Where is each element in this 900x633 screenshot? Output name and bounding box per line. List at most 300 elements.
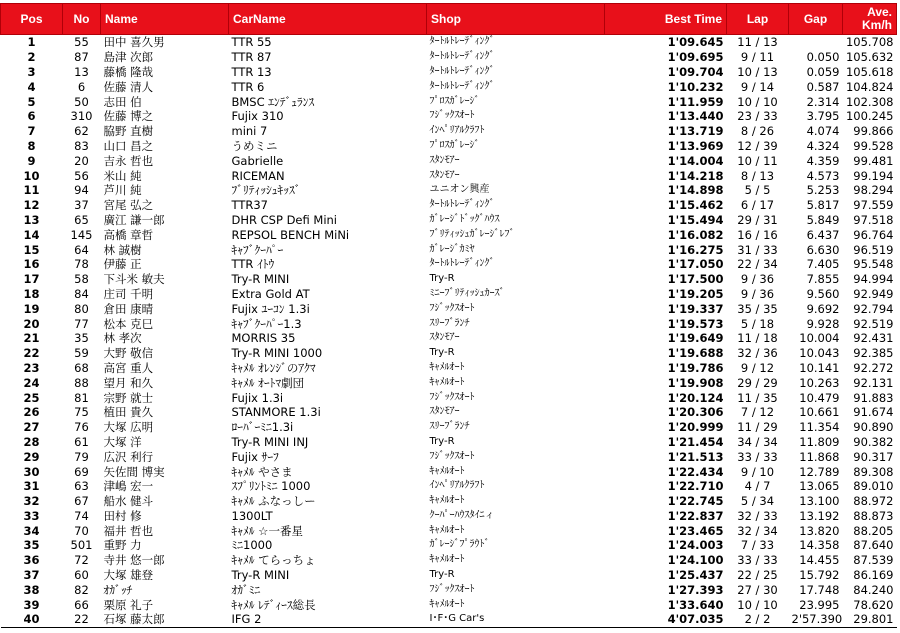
shop-cell: ｽﾀﾝﾓｱｰ (429, 332, 460, 344)
car-name-cell: TTR 13 (231, 64, 272, 79)
lap-cell: 16 / 16 (737, 227, 778, 242)
pos-cell: 23 (23, 360, 40, 375)
lap-cell: 2 / 2 (727, 612, 789, 627)
car-name-cell: ｷｬﾒﾙ ふなっしー (231, 494, 316, 509)
pos-cell: 26 (23, 405, 40, 420)
lap-cell: 12 / 39 (737, 138, 778, 153)
gap-cell: 4.359 (806, 153, 840, 168)
number-cell: 74 (74, 508, 89, 523)
number-cell: 56 (74, 168, 89, 183)
header-pos: Pos (1, 4, 63, 35)
driver-name-cell: 藤橋 隆哉 (103, 64, 154, 79)
pos-cell: 35 (23, 538, 40, 553)
lap-cell: 22 / 25 (737, 568, 778, 583)
average-speed-cell: 86.169 (853, 568, 894, 583)
shop-cell: ｸｰﾊﾟｰﾊｳｽﾀｲﾆィ (429, 509, 495, 521)
number-cell: 58 (74, 272, 89, 287)
car-name-cell: STANMORE 1.3i (231, 405, 321, 420)
driver-name-cell: 石塚 藤太郎 (101, 612, 229, 627)
table-row (1, 124, 897, 139)
driver-name-cell: 林 誠樹 (103, 242, 142, 257)
table-row (1, 242, 897, 257)
pos-cell: 3 (27, 64, 36, 79)
shop-cell: ﾌｼﾞｯｸｽｵｰﾄ (429, 583, 475, 595)
gap-cell: 17.748 (799, 582, 840, 597)
pos-cell: 33 (23, 508, 40, 523)
car-name-cell: Gabrielle (231, 153, 284, 168)
results-table (0, 3, 897, 628)
average-speed-cell: 102.308 (845, 94, 894, 109)
gap-cell: 7.405 (806, 257, 840, 272)
pos-cell: 17 (23, 272, 40, 287)
lap-cell: 31 / 33 (737, 242, 778, 257)
driver-name-cell: ｵｶﾞｯﾁ (103, 582, 133, 597)
car-name-cell: mini 7 (231, 124, 268, 139)
table-row (1, 405, 897, 420)
table-row (1, 553, 897, 568)
average-speed-cell: 92.131 (853, 375, 894, 390)
pos-cell: 29 (23, 449, 40, 464)
average-speed-cell: 99.194 (853, 168, 894, 183)
best-time-cell: 1'09.695 (667, 50, 724, 65)
best-time-cell: 1'17.050 (667, 257, 724, 272)
best-time-cell: 1'13.440 (667, 109, 724, 124)
pos-cell: 39 (23, 597, 40, 612)
car-name-cell: IFG 2 (229, 612, 427, 627)
average-speed-cell: 98.294 (853, 183, 894, 198)
average-speed-cell: 89.308 (853, 464, 894, 479)
gap-cell: 0.050 (806, 50, 840, 65)
number-cell: 75 (74, 405, 89, 420)
gap-cell: 6.437 (806, 227, 840, 242)
lap-cell: 32 / 36 (737, 346, 778, 361)
lap-cell: 10 / 10 (737, 597, 778, 612)
best-time-cell: 1'23.465 (667, 523, 724, 538)
driver-name-cell: 植田 貴久 (103, 405, 154, 420)
pos-cell: 24 (23, 375, 40, 390)
best-time-cell: 1'22.710 (667, 479, 724, 494)
lap-cell: 35 / 35 (737, 301, 778, 316)
lap-cell: 11 / 13 (737, 35, 778, 50)
average-speed-cell: 92.519 (853, 316, 894, 331)
car-name-cell: TTR 55 (231, 35, 272, 50)
shop-cell: ｽﾀﾝﾓｱｰ (429, 169, 460, 181)
table-row (1, 612, 897, 627)
pos-cell: 1 (27, 35, 36, 50)
average-speed-cell: 91.883 (853, 390, 894, 405)
lap-cell: 9 / 36 (740, 286, 775, 301)
pos-cell: 34 (23, 523, 40, 538)
lap-cell: 9 / 14 (740, 79, 775, 94)
table-row (1, 449, 897, 464)
car-name-cell: ｷｬﾒﾙ ｵﾚﾝｼﾞのｱｸﾏ (231, 360, 316, 375)
table-row (1, 390, 897, 405)
number-cell: 70 (74, 523, 89, 538)
gap-cell: 10.141 (799, 360, 840, 375)
average-speed-cell: 90.382 (853, 434, 894, 449)
best-time-cell: 1'16.082 (667, 227, 724, 242)
lap-cell: 8 / 26 (740, 124, 775, 139)
gap-cell: 3.795 (806, 109, 840, 124)
car-name-cell: ｷｬﾒﾙ やさま (231, 464, 293, 479)
best-time-cell: 1'17.500 (667, 272, 724, 287)
car-name-cell: ｷｬﾌﾞｸｰﾊﾟｰ1.3 (231, 316, 302, 331)
best-time-cell: 1'25.437 (667, 568, 724, 583)
table-row (1, 420, 897, 435)
best-time-cell: 1'14.898 (667, 183, 724, 198)
shop-cell: ｲﾝﾍﾟﾘｱﾙｸﾗﾌﾄ (429, 480, 485, 492)
lap-cell: 27 / 30 (737, 582, 778, 597)
driver-name-cell: 重野 力 (103, 538, 142, 553)
car-name-cell: DHR CSP Defi Mini (231, 212, 337, 227)
average-speed-cell: 97.559 (853, 198, 894, 213)
shop-cell: ﾌｼﾞｯｸｽｵｰﾄ (429, 391, 475, 403)
shop-cell: ﾌｼﾞｯｸｽｵｰﾄ (429, 110, 475, 122)
best-time-cell: 1'19.573 (667, 316, 724, 331)
lap-cell: 11 / 18 (737, 331, 778, 346)
best-time-cell: 1'20.999 (667, 420, 724, 435)
table-row (1, 65, 897, 80)
results-body (1, 35, 897, 628)
driver-name-cell: 津嶋 宏一 (103, 479, 154, 494)
lap-cell: 9 / 36 (740, 272, 775, 287)
lap-cell: 9 / 12 (740, 360, 775, 375)
number-cell: 61 (74, 434, 89, 449)
pos-cell: 32 (23, 494, 40, 509)
shop-cell: ﾌﾟﾛｽｶﾞﾚｰｼﾞ (429, 139, 480, 151)
header-best-time: Best Time (605, 4, 727, 35)
car-name-cell: TTR ｲﾄｳ (231, 257, 275, 272)
driver-name-cell: 下斗米 敏夫 (103, 272, 165, 287)
shop-cell: ｷｬﾒﾙｵｰﾄ (429, 376, 465, 388)
driver-name-cell: 寺井 悠一郎 (103, 553, 165, 568)
table-row (1, 523, 897, 538)
lap-cell: 11 / 35 (737, 390, 778, 405)
table-row (1, 361, 897, 376)
best-time-cell: 1'14.004 (667, 153, 724, 168)
lap-cell: 23 / 33 (737, 109, 778, 124)
pos-cell: 4 (27, 79, 36, 94)
best-time-cell: 1'11.959 (667, 94, 724, 109)
gap-cell: 0.059 (806, 64, 840, 79)
number-cell: 64 (74, 242, 89, 257)
gap-cell: 11.868 (799, 449, 840, 464)
shop-cell: ｷｬﾒﾙｵｰﾄ (429, 554, 465, 566)
table-row (1, 50, 897, 65)
average-speed-cell: 91.674 (853, 405, 894, 420)
gap-cell: 10.263 (799, 375, 840, 390)
best-time-cell: 1'19.786 (667, 360, 724, 375)
number-cell: 63 (74, 479, 89, 494)
driver-name-cell: 島津 次郎 (103, 50, 154, 65)
pos-cell: 15 (23, 242, 40, 257)
driver-name-cell: 広沢 利行 (103, 449, 154, 464)
number-cell: 78 (74, 257, 89, 272)
gap-cell: 7.855 (806, 272, 840, 287)
average-speed-cell: 92.272 (853, 360, 894, 375)
number-cell: 82 (74, 582, 89, 597)
header-average-speed (843, 4, 897, 35)
driver-name-cell: 志田 伯 (103, 94, 142, 109)
best-time-cell: 1'21.513 (667, 449, 724, 464)
number-cell: 50 (74, 94, 89, 109)
table-row (1, 597, 897, 612)
car-name-cell: Fujix 310 (231, 109, 284, 124)
shop-cell: ｷｬﾒﾙｵｰﾄ (429, 361, 465, 373)
car-name-cell: REPSOL BENCH MiNi (231, 227, 350, 242)
average-speed-cell: 92.385 (853, 346, 894, 361)
shop-cell: ﾀｰﾄﾙﾄﾚｰﾃﾞｨﾝｸﾞ (429, 36, 495, 48)
average-speed-cell: 88.205 (853, 523, 894, 538)
car-name-cell: TTR37 (231, 198, 268, 213)
number-cell: 84 (74, 286, 89, 301)
car-name-cell: ｵｶﾞﾐﾆ (231, 582, 261, 597)
gap-cell: 2.314 (806, 94, 840, 109)
car-name-cell: MORRIS 35 (231, 331, 296, 346)
average-speed-cell: 92.949 (853, 286, 894, 301)
driver-name-cell: 佐藤 清人 (103, 79, 154, 94)
shop-cell: ﾌｼﾞｯｸｽｵｰﾄ (429, 450, 475, 462)
best-time-cell: 1'27.393 (667, 582, 724, 597)
shop-cell: ｽﾀﾝﾓｱｰ (429, 406, 460, 418)
driver-name-cell: 大塚 雄登 (103, 568, 154, 583)
table-row (1, 464, 897, 479)
average-speed-cell: 90.890 (853, 420, 894, 435)
best-time-cell: 4'07.035 (605, 612, 727, 627)
lap-cell: 33 / 33 (737, 449, 778, 464)
number-cell: 76 (74, 420, 89, 435)
table-row (1, 287, 897, 302)
driver-name-cell: 脇野 直樹 (103, 124, 154, 139)
gap-cell: 11.809 (799, 434, 840, 449)
table-row (1, 568, 897, 583)
lap-cell: 5 / 5 (744, 183, 771, 198)
best-time-cell: 1'19.337 (667, 301, 724, 316)
table-row (1, 227, 897, 242)
pos-cell: 19 (23, 301, 40, 316)
lap-cell: 11 / 29 (737, 420, 778, 435)
shop-cell: ﾌﾞﾘﾃｨｯｼｭｶﾞﾚｰｼﾞﾚﾌﾞ (429, 228, 515, 240)
best-time-cell: 1'22.745 (667, 494, 724, 509)
average-speed-cell: 96.519 (853, 242, 894, 257)
number-cell: 87 (74, 50, 89, 65)
driver-name-cell: 大塚 広明 (103, 420, 154, 435)
shop-cell: ﾌｼﾞｯｸｽｵｰﾄ (429, 302, 475, 314)
lap-cell: 6 / 17 (740, 198, 775, 213)
number-cell: 68 (74, 360, 89, 375)
car-name-cell: Try-R MINI INJ (231, 434, 309, 449)
table-row (1, 301, 897, 316)
pos-cell: 18 (23, 286, 40, 301)
shop-cell: ﾐﾆｰﾌﾞﾘﾃｨｯｼｭｶｰｽﾞ (429, 287, 505, 299)
driver-name-cell: 栗原 礼子 (103, 597, 154, 612)
best-time-cell: 1'16.275 (667, 242, 724, 257)
car-name-cell: ｷｬﾒﾙ ｵｰﾄﾏ劇団 (231, 375, 305, 390)
pos-cell: 11 (23, 183, 40, 198)
car-name-cell: ｽﾌﾟﾘﾝﾄﾐﾆ 1000 (231, 479, 311, 494)
number-cell: 35 (74, 331, 89, 346)
number-cell: 65 (74, 212, 89, 227)
shop-cell: ｶﾞﾚｰｼﾞｶﾐﾔ (429, 243, 475, 255)
car-name-cell: ﾐﾆ1000 (231, 538, 273, 553)
car-name-cell: ﾌﾞﾘﾃｨｯｼｭｷｯｽﾞ (231, 183, 301, 198)
gap-cell: 0.587 (806, 79, 840, 94)
gap-cell: 10.043 (799, 346, 840, 361)
table-row (1, 109, 897, 124)
best-time-cell: 1'22.837 (667, 508, 724, 523)
number-cell: 77 (74, 316, 89, 331)
shop-cell: Try-R (429, 569, 455, 581)
pos-cell: 7 (27, 124, 36, 139)
header-carname: CarName (229, 4, 427, 35)
shop-cell: ﾀｰﾄﾙﾄﾚｰﾃﾞｨﾝｸﾞ (429, 51, 495, 63)
lap-cell: 32 / 34 (737, 523, 778, 538)
table-row (1, 494, 897, 509)
table-row (1, 35, 897, 50)
average-speed-cell: 100.245 (845, 109, 894, 124)
shop-cell: ﾀｰﾄﾙﾄﾚｰﾃﾞｨﾝｸﾞ (429, 65, 495, 77)
shop-cell: ｽﾀﾝﾓｱｰ (429, 154, 460, 166)
pos-cell: 6 (27, 109, 36, 124)
average-speed-cell: 95.548 (853, 257, 894, 272)
pos-cell: 16 (23, 257, 40, 272)
best-time-cell: 1'13.969 (667, 138, 724, 153)
number-cell: 59 (74, 346, 89, 361)
lap-cell: 7 / 12 (740, 405, 775, 420)
best-time-cell: 1'20.306 (667, 405, 724, 420)
pos-cell: 37 (23, 568, 40, 583)
gap-cell: 5.817 (806, 198, 840, 213)
car-name-cell: ﾛｰﾊﾞｰﾐﾆ1.3i (231, 420, 294, 435)
gap-cell: 13.820 (799, 523, 840, 538)
average-speed-cell: 92.794 (853, 301, 894, 316)
header-average-line2: Km/h (862, 18, 892, 32)
gap-cell: 13.100 (799, 494, 840, 509)
best-time-cell: 1'15.494 (667, 212, 724, 227)
car-name-cell: ｷｬﾒﾙ ☆一番星 (231, 523, 303, 538)
gap-cell: 4.324 (806, 138, 840, 153)
number-cell: 6 (77, 79, 86, 94)
gap-cell: 9.560 (806, 286, 840, 301)
car-name-cell: ｷｬﾒﾙ ﾚﾃﾞｨｰｽ総長 (231, 597, 316, 612)
gap-cell: 11.354 (799, 420, 840, 435)
lap-cell: 10 / 13 (737, 64, 778, 79)
lap-cell: 29 / 29 (737, 375, 778, 390)
pos-cell: 21 (23, 331, 40, 346)
table-row (1, 153, 897, 168)
table-row (1, 198, 897, 213)
number-cell: 81 (74, 390, 89, 405)
pos-cell: 25 (23, 390, 40, 405)
gap-cell: 4.074 (806, 124, 840, 139)
average-speed-cell: 90.317 (853, 449, 894, 464)
header-no: No (63, 4, 101, 35)
lap-cell: 8 / 13 (740, 168, 775, 183)
driver-name-cell: 松本 克巳 (103, 316, 154, 331)
pos-cell: 9 (27, 153, 36, 168)
lap-cell: 5 / 18 (740, 316, 775, 331)
number-cell: 69 (74, 464, 89, 479)
best-time-cell: 1'19.908 (667, 375, 724, 390)
driver-name-cell: 芦川 純 (103, 183, 142, 198)
driver-name-cell: 矢佐間 博実 (103, 464, 165, 479)
average-speed-cell: 94.994 (853, 272, 894, 287)
shop-cell: Try-R (429, 435, 455, 447)
table-row (1, 538, 897, 553)
lap-cell: 29 / 31 (737, 212, 778, 227)
lap-cell: 5 / 34 (740, 494, 775, 509)
best-time-cell: 1'09.645 (667, 35, 724, 50)
lap-cell: 9 / 11 (740, 50, 775, 65)
number-cell: 62 (74, 124, 89, 139)
driver-name-cell: 田村 修 (103, 508, 142, 523)
gap-cell: 13.192 (799, 508, 840, 523)
table-row (1, 331, 897, 346)
gap-cell (789, 35, 843, 50)
average-speed-cell: 87.640 (853, 538, 894, 553)
number-cell: 60 (74, 568, 89, 583)
driver-name-cell: 伊藤 正 (103, 257, 142, 272)
shop-cell: ｷｬﾒﾙｵｰﾄ (429, 465, 465, 477)
lap-cell: 10 / 11 (737, 153, 778, 168)
pos-cell: 13 (23, 212, 40, 227)
driver-name-cell: 大野 敬信 (103, 346, 154, 361)
table-row (1, 509, 897, 524)
table-row (1, 435, 897, 450)
table-row (1, 582, 897, 597)
shop-cell: ｶﾞﾚｰｼﾞﾌﾟﾗｳﾄﾞ (429, 539, 490, 551)
average-speed-cell: 99.481 (853, 153, 894, 168)
average-speed-cell: 99.528 (853, 138, 894, 153)
number-cell: 72 (74, 553, 89, 568)
average-speed-cell: 87.539 (853, 553, 894, 568)
car-name-cell: Try-R MINI 1000 (231, 346, 323, 361)
driver-name-cell: 吉永 哲也 (103, 153, 154, 168)
car-name-cell: うめミニ (231, 138, 278, 153)
lap-cell: 22 / 34 (737, 257, 778, 272)
average-speed-cell: 78.620 (853, 597, 894, 612)
pos-cell: 27 (23, 420, 40, 435)
driver-name-cell: 米山 純 (103, 168, 142, 183)
average-speed-cell: 104.824 (845, 79, 894, 94)
gap-cell: 2'57.390 (789, 612, 843, 627)
shop-cell: ﾀｰﾄﾙﾄﾚｰﾃﾞｨﾝｸﾞ (429, 80, 495, 92)
best-time-cell: 1'22.434 (667, 464, 724, 479)
best-time-cell: 1'15.462 (667, 198, 724, 213)
number-cell: 80 (74, 301, 89, 316)
best-time-cell: 1'10.232 (667, 79, 724, 94)
best-time-cell: 1'13.719 (667, 124, 724, 139)
driver-name-cell: 大塚 洋 (103, 434, 142, 449)
pos-cell: 14 (23, 227, 40, 242)
table-row (1, 272, 897, 287)
driver-name-cell: 宮尾 弘之 (103, 198, 154, 213)
gap-cell: 4.573 (806, 168, 840, 183)
table-row (1, 139, 897, 154)
car-name-cell: TTR 6 (231, 79, 265, 94)
pos-cell: 40 (1, 612, 63, 627)
best-time-cell: 1'14.218 (667, 168, 724, 183)
table-row (1, 213, 897, 228)
gap-cell: 14.358 (799, 538, 840, 553)
driver-name-cell: 高宮 重人 (103, 360, 154, 375)
car-name-cell: RICEMAN (231, 168, 285, 183)
table-row (1, 183, 897, 198)
driver-name-cell: 船水 健斗 (103, 494, 154, 509)
gap-cell: 23.995 (799, 597, 840, 612)
shop-cell: ﾀｰﾄﾙﾄﾚｰﾃﾞｨﾝｸﾞ (429, 199, 495, 211)
best-time-cell: 1'19.649 (667, 331, 724, 346)
